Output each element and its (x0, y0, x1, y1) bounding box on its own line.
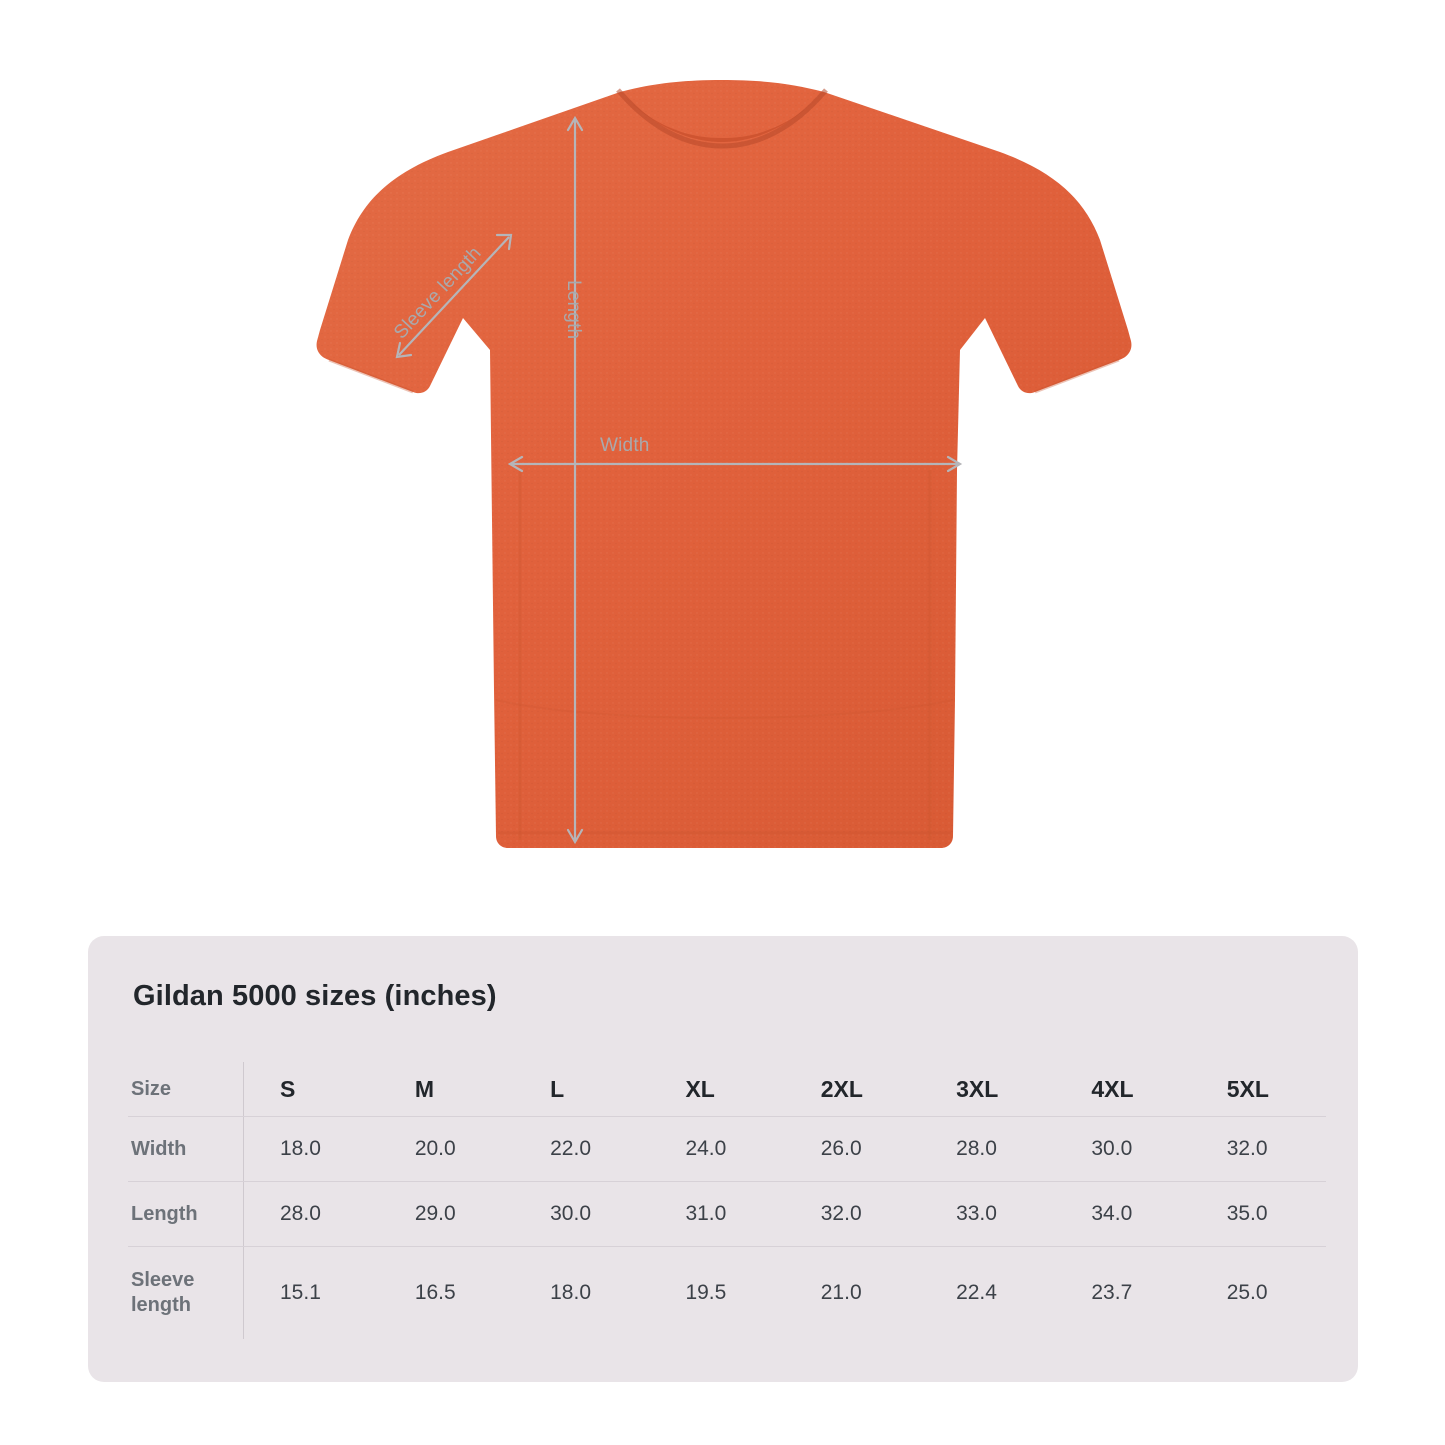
size-header-5xl: 5XL (1191, 1062, 1326, 1117)
size-chart-table (128, 1062, 1326, 1339)
sleeve-s: 15.1 (244, 1247, 379, 1340)
sleeve-5xl: 25.0 (1226, 1281, 1268, 1304)
sleeve-4xl: 23.7 (1091, 1281, 1133, 1304)
size-header-cell: Size (128, 1062, 244, 1117)
size-header-l: L (514, 1062, 649, 1117)
length-xl: 31.0 (649, 1182, 784, 1247)
width-3xl: 28.0 (920, 1117, 1055, 1182)
sleeve-2xl: 21.0 (820, 1281, 862, 1304)
size-header-3xl: 3XL (920, 1062, 1055, 1117)
row-label-width: Width (128, 1117, 244, 1182)
length-3xl: 33.0 (920, 1182, 1055, 1247)
size-header-2xl: 2XL (785, 1062, 920, 1117)
length-l: 30.0 (514, 1182, 649, 1247)
size-header-m: M (379, 1062, 514, 1117)
length-m: 29.0 (379, 1182, 514, 1247)
row-label-length: Length (128, 1182, 244, 1247)
sleeve-length-label: Sleeve length (390, 242, 486, 344)
table-row (128, 1117, 1326, 1182)
length-5xl: 35.0 (1191, 1182, 1326, 1247)
width-label: Width (600, 435, 650, 456)
width-s: 18.0 (244, 1117, 379, 1182)
length-4xl: 34.0 (1055, 1182, 1190, 1247)
size-chart-card (88, 936, 1358, 1382)
size-chart-table-wrap (128, 1062, 1326, 1339)
width-l: 22.0 (514, 1117, 649, 1182)
size-header-4xl: 4XL (1055, 1062, 1190, 1117)
length-2xl: 32.0 (785, 1182, 920, 1247)
size-chart-title: Gildan 5000 sizes (inches) (133, 980, 497, 1012)
sleeve-l: 18.0 (550, 1281, 591, 1304)
width-xl: 24.0 (649, 1117, 784, 1182)
length-s: 28.0 (244, 1182, 379, 1247)
width-4xl: 30.0 (1055, 1117, 1190, 1182)
size-header-xl: XL (649, 1062, 784, 1117)
width-m: 20.0 (379, 1117, 514, 1182)
length-label: Length (563, 280, 584, 340)
table-row (128, 1182, 1326, 1247)
width-2xl: 26.0 (785, 1117, 920, 1182)
width-5xl: 32.0 (1191, 1117, 1326, 1182)
size-header-s: S (244, 1062, 379, 1117)
sleeve-3xl: 22.4 (956, 1281, 997, 1304)
sleeve-m: 16.5 (414, 1281, 456, 1304)
table-header-row (128, 1062, 1326, 1117)
table-row (128, 1247, 1326, 1340)
row-label-sleeve-length: Sleeve length (131, 1269, 195, 1316)
sleeve-xl: 19.5 (685, 1281, 727, 1304)
